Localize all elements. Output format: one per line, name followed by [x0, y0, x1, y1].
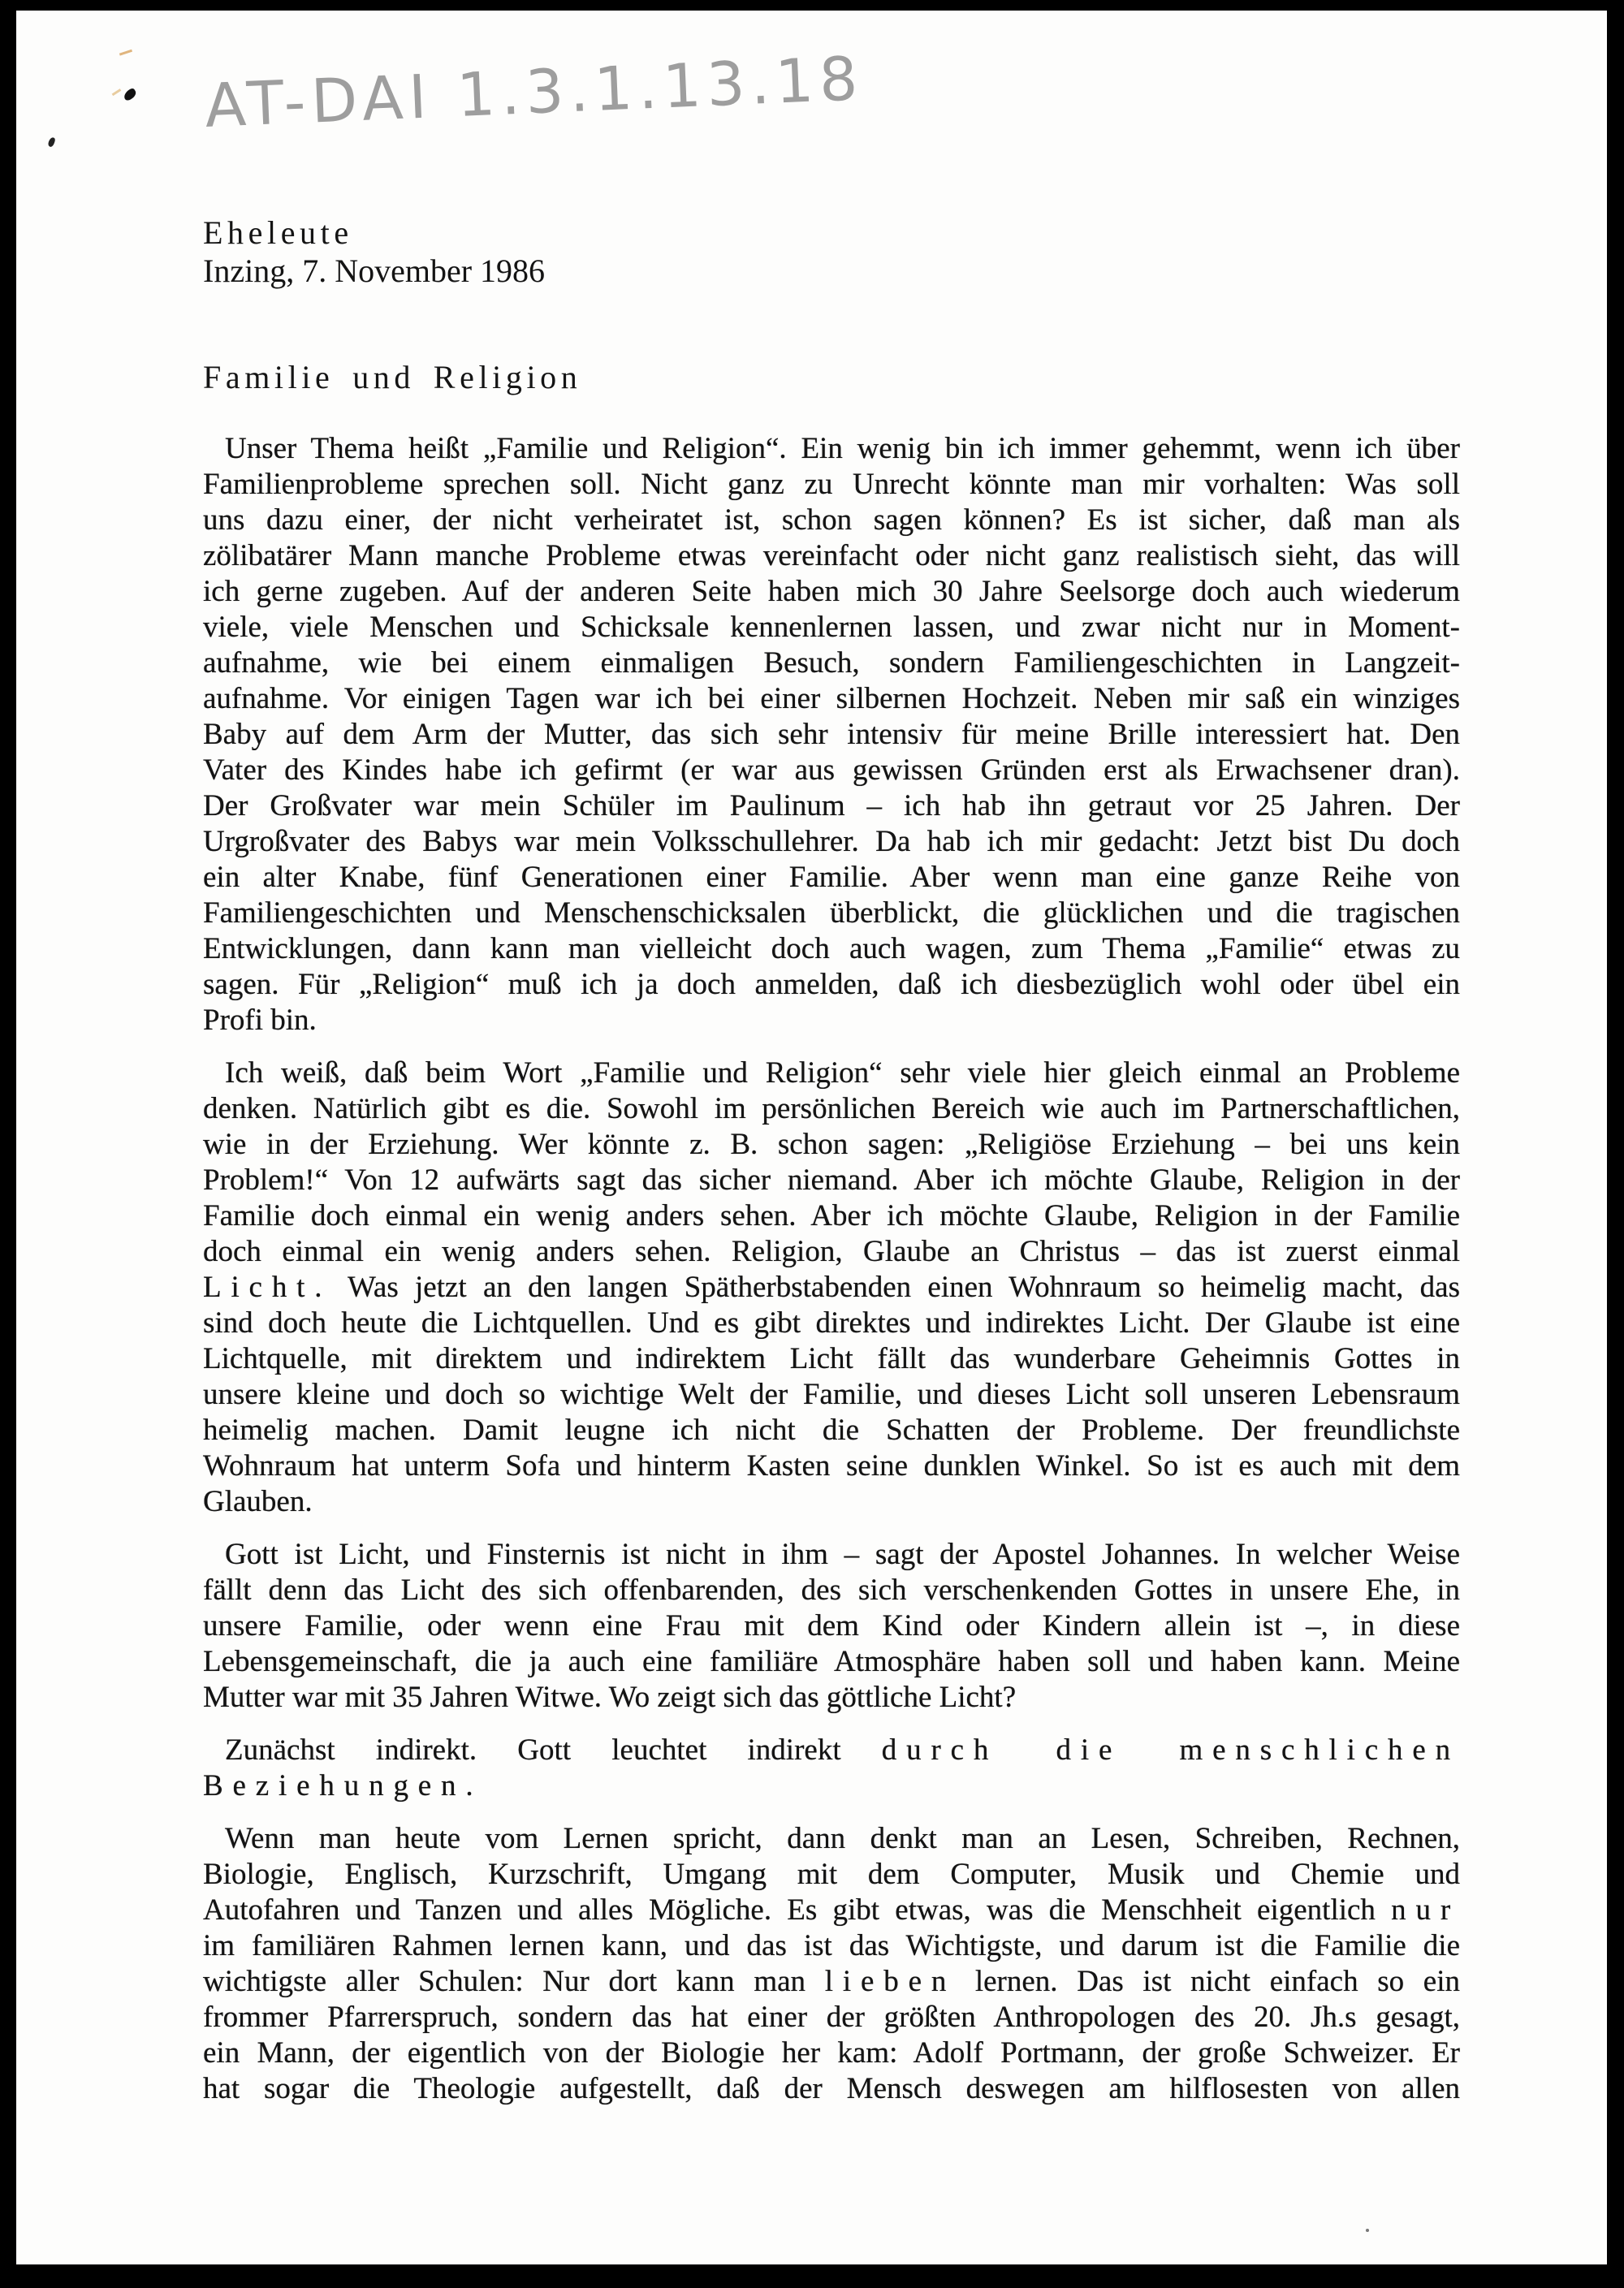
text-line: Unser Thema heißt „Familie und Religion“. Ein wenig bin ich immer gehemmt, wenn ich über — [225, 432, 1460, 465]
text-line: Wenn man heute vom Lernen spricht, dann denkt man an Lesen, Schreiben, Rechnen, — [225, 1822, 1460, 1855]
paragraph — [203, 1821, 1460, 2107]
letterspaced-text: durch die menschlichen Beziehungen. — [203, 1733, 1460, 1802]
handwritten-archive-reference: AT-DAI 1.3.1.13.18 — [203, 44, 865, 141]
text-line: wie in der Erziehung. Wer könnte z. B. schon sagen: „Religiöse Erziehung – bei uns kein — [203, 1128, 1460, 1161]
text-line: ein Mann, der eigentlich von der Biologie her kam: Adolf Portmann, der große Schweizer. Er — [203, 2036, 1460, 2070]
paragraph — [203, 1056, 1460, 1520]
ink-mark — [47, 136, 56, 148]
text-line: denken. Natürlich gibt es die. Sowohl im persönlichen Bereich wie auch im Partnerschaftlichen, — [203, 1092, 1460, 1125]
text-line: Familie doch einmal ein wenig anders sehen. Aber ich möchte Glaube, Religion in der Familie — [203, 1199, 1460, 1232]
text-line: Glauben. — [203, 1485, 313, 1518]
text-line: Biologie, Englisch, Kurzschrift, Umgang mit dem Computer, Musik und Chemie und — [203, 1858, 1460, 1891]
text-line: aufnahme. Vor einigen Tagen war ich bei einer silbernen Hochzeit. Neben mir saß ein winziges — [203, 682, 1460, 715]
pencil-mark — [119, 50, 134, 61]
text-line: viele, viele Menschen und Schicksale kennenlernen lassen, und zwar nicht nur in Moment- — [203, 611, 1460, 644]
text-line: heimelig machen. Damit leugne ich nicht die Schatten der Probleme. Der freundlichste — [203, 1414, 1460, 1447]
letterspaced-text: nur — [1391, 1893, 1460, 1927]
text-line: Urgroßvater des Babys war mein Volksschullehrer. Da hab ich mir gedacht: Jetzt bist Du doch — [203, 825, 1460, 858]
text-line: doch einmal ein wenig anders sehen. Religion, Glaube an Christus – das ist zuerst einmal — [203, 1235, 1460, 1268]
text-line: Vater des Kindes habe ich gefirmt (er war aus gewissen Gründen erst als Erwachsener dran). — [203, 753, 1460, 787]
scanned-page — [16, 11, 1607, 2264]
text-line: hat sogar die Theologie aufgestellt, daß der Mensch deswegen am hilflosesten von allen — [203, 2072, 1460, 2105]
speck-mark — [1366, 2229, 1369, 2232]
text-line: Profi bin. — [203, 1004, 317, 1037]
text-line: ich gerne zugeben. Auf der anderen Seite haben mich 30 Jahre Seelsorge doch auch wiederum — [203, 575, 1460, 608]
text-line: uns dazu einer, der nicht verheiratet ist, schon sagen können? Es ist sicher, daß man als — [203, 503, 1460, 537]
document-header — [203, 214, 1460, 290]
text-line: aufnahme, wie bei einem einmaligen Besuch, sondern Familiengeschichten in Langzeit- — [203, 646, 1460, 680]
document-title: Familie und Religion — [203, 359, 582, 395]
text-line: zölibatärer Mann manche Probleme etwas vereinfacht oder nicht ganz realistisch sieht, das will — [203, 539, 1460, 572]
paragraph — [203, 1537, 1460, 1716]
letterspaced-text: Licht. — [203, 1271, 332, 1304]
text-line: Wohnraum hat unterm Sofa und hinterm Kasten seine dunklen Winkel. So ist es auch mit dem — [203, 1449, 1460, 1483]
text-line: unsere kleine und doch so wichtige Welt der Familie, und dieses Licht soll unseren Lebensraum — [203, 1378, 1460, 1411]
text-line: Gott ist Licht, und Finsternis ist nicht in ihm – sagt der Apostel Johannes. In welcher Weise — [225, 1538, 1460, 1571]
text-line: Familienprobleme sprechen soll. Nicht ganz zu Unrecht könnte man mir vorhalten: Was soll — [203, 468, 1460, 501]
text-line: Problem!“ Von 12 aufwärts sagt das sicher niemand. Aber ich möchte Glaube, Religion in der — [203, 1163, 1460, 1197]
text-line: wichtigste aller Schulen: Nur dort kann man lieben lernen. Das ist nicht einfach so ein — [203, 1965, 1460, 1998]
text-line: Ich weiß, daß beim Wort „Familie und Religion“ sehr viele hier gleich einmal an Probleme — [225, 1056, 1460, 1090]
text-line: Lichtquelle, mit direktem und indirektem Licht fällt das wunderbare Geheimnis Gottes in — [203, 1342, 1460, 1375]
text-line: Lebensgemeinschaft, die ja auch eine familiäre Atmosphäre haben soll und haben kann. Meine — [203, 1645, 1460, 1678]
header-recipient: Eheleute — [203, 214, 353, 251]
text-line: frommer Pfarrerspruch, sondern das hat einer der größten Anthropologen des 20. Jh.s gesagt, — [203, 2001, 1460, 2034]
text-line: fällt denn das Licht des sich offenbarenden, des sich verschenkenden Gottes in unsere Ehe, in — [203, 1574, 1460, 1607]
text-line: im familiären Rahmen lernen kann, und das ist das Wichtigste, und darum ist die Familie die — [203, 1929, 1460, 1962]
text-line: unsere Familie, oder wenn eine Frau mit dem Kind oder Kindern allein ist –, in diese — [203, 1609, 1460, 1643]
text-line: Autofahren und Tanzen und alles Mögliche. Es gibt etwas, was die Menschheit eigentlich nur — [203, 1893, 1460, 1927]
header-place-date: Inzing, 7. November 1986 — [203, 253, 546, 289]
text-line: ein alter Knabe, fünf Generationen einer Familie. Aber wenn man eine ganze Reihe von — [203, 861, 1460, 894]
text-line: Entwicklungen, dann kann man vielleicht doch auch wagen, zum Thema „Familie“ etwas zu — [203, 932, 1460, 965]
text-line: Mutter war mit 35 Jahren Witwe. Wo zeigt sich das göttliche Licht? — [203, 1681, 1017, 1714]
text-line: Licht. Was jetzt an den langen Spätherbstabenden einen Wohnraum so heimelig macht, das — [203, 1271, 1460, 1304]
text-line: sagen. Für „Religion“ muß ich ja doch anmelden, daß ich diesbezüglich wohl oder übel ein — [203, 968, 1460, 1001]
text-line: Baby auf dem Arm der Mutter, das sich sehr intensiv für meine Brille interessiert hat. Den — [203, 718, 1460, 751]
paragraph — [203, 1733, 1460, 1804]
body-text — [203, 431, 1460, 2124]
text-line: Der Großvater war mein Schüler im Paulinum – ich hab ihn getraut vor 25 Jahren. Der — [203, 789, 1460, 822]
text-line: sind doch heute die Lichtquellen. Und es gibt direktes und indirektes Licht. Der Glaube ist eine — [203, 1306, 1460, 1340]
text-line: Familiengeschichten und Menschenschicksalen überblickt, die glücklichen und die tragischen — [203, 896, 1460, 930]
letterspaced-text: lieben — [824, 1965, 957, 1998]
text-line: Zunächst indirekt. Gott leuchtet indirekt durch die menschlichen Beziehungen. — [203, 1733, 1460, 1802]
ink-mark — [122, 88, 137, 102]
paragraph — [203, 431, 1460, 1038]
